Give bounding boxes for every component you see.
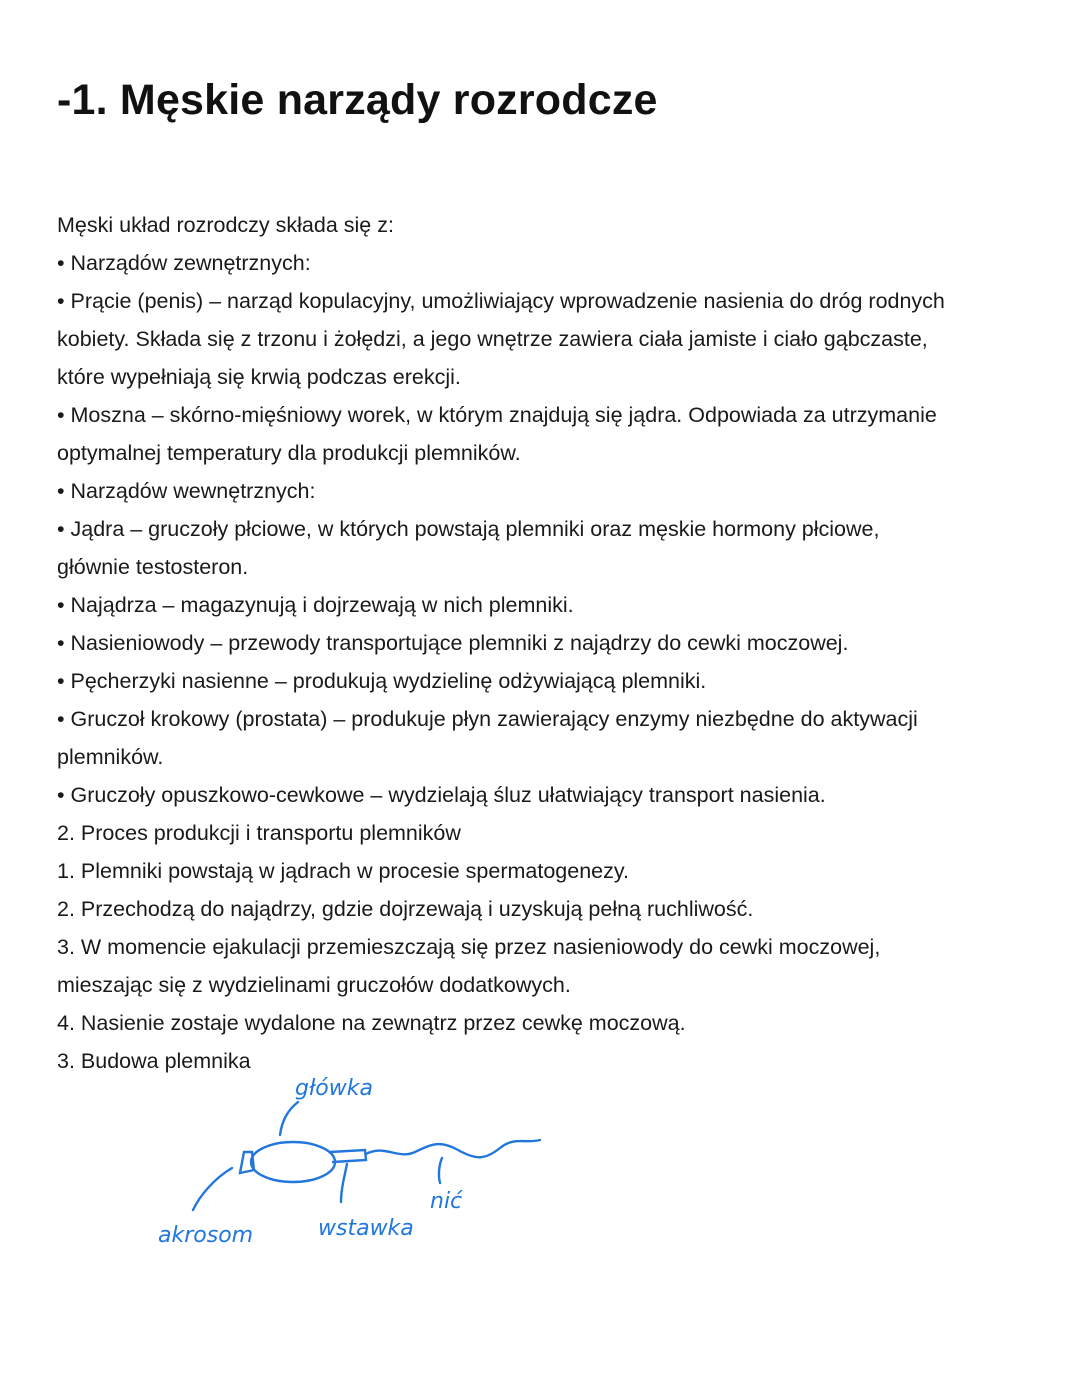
tail-pointer <box>439 1158 442 1183</box>
text-line <box>57 1004 1047 1042</box>
line-text: • Jądra – gruczoły płciowe, w których powstają plemniki oraz męskie hormony płciowe, <box>57 517 880 541</box>
acrosome-pointer <box>193 1168 232 1210</box>
line-text: 4. Nasienie zostaje wydalone na zewnątrz przez cewkę moczową. <box>57 1011 686 1035</box>
label-tail: nić <box>430 1189 463 1214</box>
line-text: • Gruczoł krokowy (prostata) – produkuje płyn zawierający enzymy niezbędne do aktywacji <box>57 707 918 731</box>
text-line <box>57 662 1047 700</box>
line-text: 2. Przechodzą do najądrzy, gdzie dojrzewają i uzyskują pełną ruchliwość. <box>57 897 754 921</box>
label-head: główka <box>295 1076 373 1101</box>
label-acrosome: akrosom <box>158 1223 254 1248</box>
line-text: które wypełniają się krwią podczas erekcji. <box>57 365 461 389</box>
highlighted-text: • Narządów zewnętrznych: <box>57 244 311 282</box>
head-pointer <box>280 1102 298 1135</box>
highlighted-text: • Narządów wewnętrznych: <box>57 472 315 510</box>
line-text: • Najądrza – magazynują i dojrzewają w nich plemniki. <box>57 593 574 617</box>
text-line <box>57 320 1047 358</box>
line-text: • Moszna – skórno-mięśniowy worek, w którym znajdują się jądra. Odpowiada za utrzymanie <box>57 403 937 427</box>
line-text: 3. W momencie ejakulacji przemieszczają się przez nasieniowody do cewki moczowej, <box>57 935 881 959</box>
head-shape <box>251 1142 335 1182</box>
text-line <box>57 282 1047 320</box>
highlighted-text: Męski układ rozrodczy składa się z: <box>57 206 394 244</box>
line-text: kobiety. Składa się z trzonu i żołędzi, a jego wnętrze zawiera ciała jamiste i ciało gąbczaste, <box>57 327 928 351</box>
text-line <box>57 548 1047 586</box>
line-text: plemników. <box>57 745 164 769</box>
text-line <box>57 776 1047 814</box>
highlighted-text: 3. Budowa plemnika <box>57 1042 251 1080</box>
section-heading <box>57 472 1047 510</box>
text-line <box>57 852 1047 890</box>
highlighted-text: 2. Proces produkcji i transportu plemników <box>57 814 461 852</box>
text-line <box>57 396 1047 434</box>
page-title: -1. Męskie narządy rozrodcze <box>57 76 658 124</box>
line-text: mieszając się z wydzielinami gruczołów dodatkowych. <box>57 973 571 997</box>
line-text: • Pęcherzyki nasienne – produkują wydzielinę odżywiającą plemniki. <box>57 669 707 693</box>
text-line <box>57 738 1047 776</box>
line-text: 1. Plemniki powstają w jądrach w procesie spermatogenezy. <box>57 859 630 883</box>
document-body <box>57 206 1047 1080</box>
line-text: • Nasieniowody – przewody transportujące plemniki z najądrzy do cewki moczowej. <box>57 631 849 655</box>
text-line <box>57 928 1047 966</box>
text-line <box>57 434 1047 472</box>
line-text: optymalnej temperatury dla produkcji plemników. <box>57 441 521 465</box>
line-text: głównie testosteron. <box>57 555 249 579</box>
midpiece-pointer <box>341 1164 347 1202</box>
label-midpiece: wstawka <box>318 1216 414 1241</box>
text-line <box>57 700 1047 738</box>
sperm-cell-drawing <box>140 1060 560 1260</box>
section-heading <box>57 244 1047 282</box>
text-line <box>57 624 1047 662</box>
tail-shape <box>366 1140 540 1157</box>
text-line <box>57 358 1047 396</box>
text-line <box>57 586 1047 624</box>
line-text: • Prącie (penis) – narząd kopulacyjny, umożliwiający wprowadzenie nasienia do dróg rodnych <box>57 289 945 313</box>
section-heading <box>57 206 1047 244</box>
line-text: • Gruczoły opuszkowo-cewkowe – wydzielają śluz ułatwiający transport nasienia. <box>57 783 826 807</box>
section-heading <box>57 814 1047 852</box>
text-line <box>57 510 1047 548</box>
text-line <box>57 890 1047 928</box>
text-line <box>57 966 1047 1004</box>
